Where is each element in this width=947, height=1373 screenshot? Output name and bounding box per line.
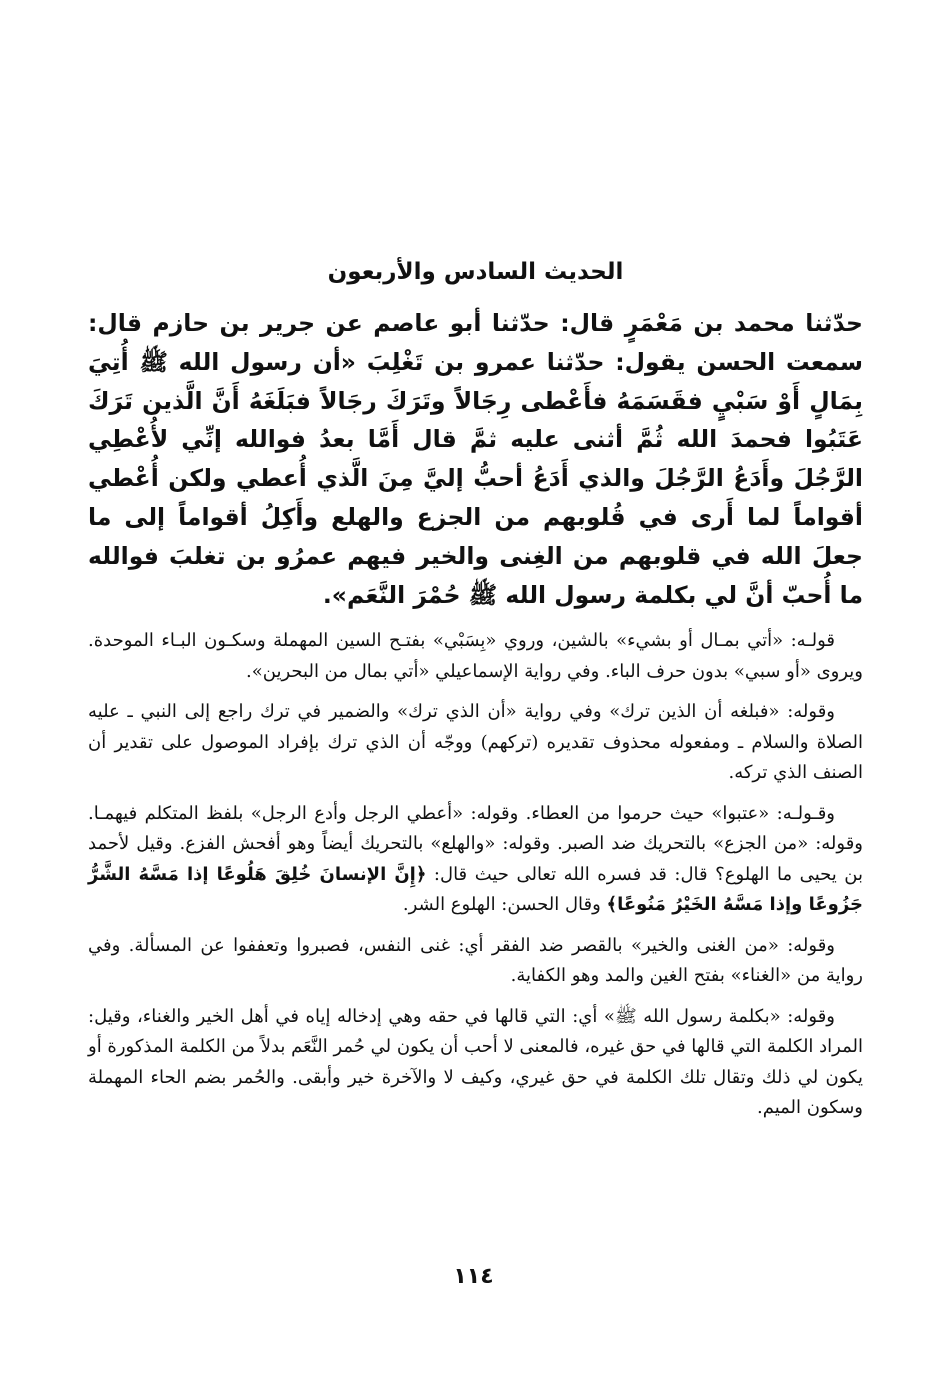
- commentary-paragraph-1: قولـه: «أتي بمـال أو بشيء» بالشين، وروي «بِسَبْي» بفتـح السين المهملة وسكـون البـاء الموحدة. ويروى «أو سبي» بدون حرف الباء. وفي رواية الإسماعيلي «أتي بمال من البحرين».: [88, 630, 863, 682]
- commentary-text: وقال الحسن: الهلوع الشر.: [402, 894, 607, 916]
- spacer: [88, 992, 863, 1002]
- spacer: [88, 789, 863, 799]
- spacer: [88, 921, 863, 931]
- hadith-text: حدّثنا محمد بن مَعْمَرٍ قال: حدّثنا أبو عاصم عن جرير بن حازم قال: سمعت الحسن يقول: حدّثنا عمرو بن تَغْلِبَ «أن رسول الله ﷺ أُتِيَ بِمَالٍ أَوْ سَبْيٍ فقَسَمَهُ فأَعْطى رِجَالاً وتَرَكَ رجَالاً فبَلَغَهُ أَنَّ الَّذين تَرَكَ عَتَبُوا فحمدَ الله ثُمَّ أثنى عليه ثمَّ قال أَمَّا بعدُ فوالله إنِّي لأُعْطِي الرَّجُلَ وأَدَعُ الرَّجُلَ والذي أَدَعُ أحبُّ إليَّ مِنَ الَّذي أُعطي ولكن أُعْطي أقواماً لما أَرى في قُلوبهم من الجزع والهلع وأَكِلُ أقواماً إلى ما جعلَ الله في قلوبهم من الغِنى والخير فيهم عمرُو بن تغلبَ فوالله ما أُحبّ أنَّ لي بكلمة رسول الله ﷺ حُمْرَ النَّعَم».: [88, 309, 863, 609]
- spacer: [88, 687, 863, 697]
- commentary-paragraph-2: وقوله: «فبلغه أن الذين ترك» وفي رواية «أن الذي ترك» والضمير في ترك راجع إلى النبي ـ عليه الصلاة والسلام ـ ومفعوله محذوف تقديره (تركهم) ووجّه أن الذي ترك بإفراد الموصول على تقدير أن الصنف الذي تركه.: [88, 701, 863, 784]
- commentary-paragraph-3: [88, 799, 863, 921]
- page-number: ١١٤: [453, 1264, 494, 1289]
- commentary-paragraph-5: وقوله: «بكلمة رسول الله ﷺ» أي: التي قالها في حقه وهي إدخاله إياه في أهل الخير والغناء، وقيل: المراد الكلمة التي قالها في حق غيره، فالمعنى لا أحب أن يكون لي حُمر النَّعَم بدلاً من الكلمة المذكورة أو يكون لي ذلك وتقال تلك الكلمة في حق غيري، وكيف لا والآخرة خير وأبقى. والحُمر بضم الحاء المهملة وسكون الميم.: [88, 1005, 863, 1119]
- commentary-paragraph-4: وقوله: «من الغنى والخير» بالقصر ضد الفقر أي: غنى النفس، فصبروا وتعففوا عن المسألة. وفي رواية من «الغناء» بفتح الغين والمد وهو الكفاية.: [88, 934, 863, 987]
- page-body: [88, 252, 863, 1124]
- spacer: [88, 614, 863, 626]
- quran-verse: ﴿إِنَّ الإنسانَ خُلِقَ هَلُوعًا إذا مَسَّهُ الشَّرُّ جَزُوعًا وإذا مَسَّهُ الخَيْرُ مَنُوعًا﴾: [88, 863, 863, 916]
- commentary-text: وقـولـه: «عتبوا» حيث حرموا من العطاء. وقوله: «أعطي الرجل وأدع الرجل» بلفظ المتكلم فيهمـا. وقوله: «من الجزع» بالتحريك ضد الصبر. وقوله: «والهلع» بالتحريك أيضاً وهو أفحش الفزع. وقيل لأحمد بن يحيى ما الهلوع؟ قال: قد فسره الله تعالى حيث قال:: [88, 802, 863, 885]
- page-title: الحديث السادس والأربعون: [327, 259, 624, 285]
